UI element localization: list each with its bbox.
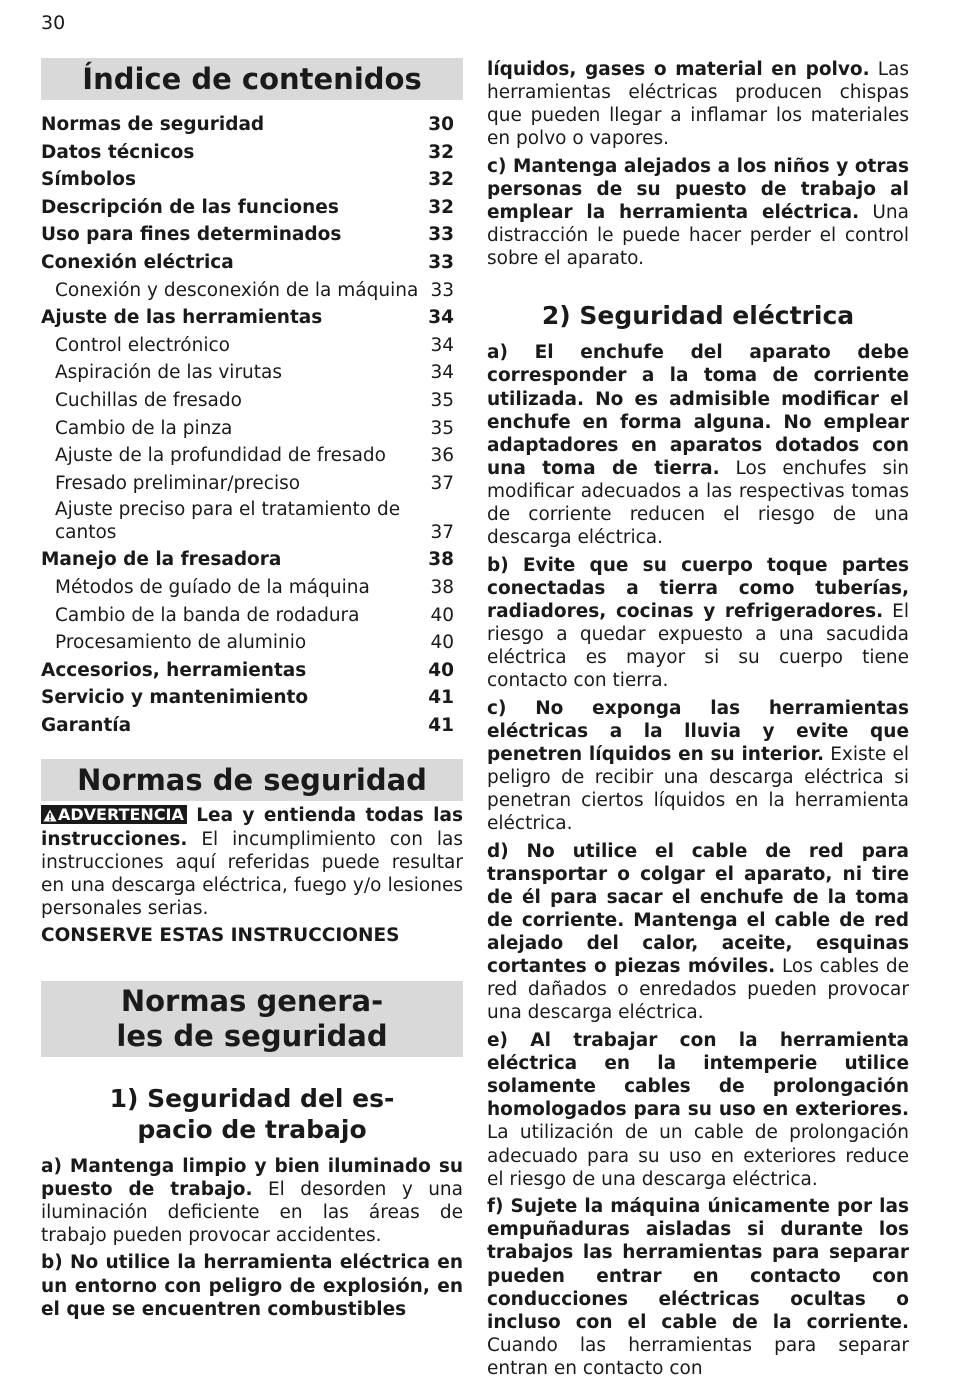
rule-2b-text: El riesgo a quedar expuesto a una sacudida eléctrica es mayor si su cuerpo tiene contacto con tierra. xyxy=(487,600,909,692)
rule-1b-bold: b) No utilice la herramienta eléctrica en un entorno con peligro de explosión, en el que se encuentren combustibles xyxy=(41,1252,463,1320)
rule-1c xyxy=(487,155,909,270)
toc-entry-title: Servicio y mantenimiento xyxy=(41,687,309,709)
toc-entry-title: Descripción de las funciones xyxy=(41,196,339,218)
right-column xyxy=(487,58,909,1384)
rule-2f xyxy=(487,1195,909,1380)
toc-entry xyxy=(41,712,463,740)
toc-title: Índice de contenidos xyxy=(41,58,463,100)
toc-entry xyxy=(41,546,463,574)
toc-entry-title: Ajuste preciso para el tratamiento de cantos xyxy=(55,499,401,543)
warning-triangle-icon xyxy=(43,809,57,822)
toc-entry-title: Aspiración de las virutas xyxy=(55,362,283,384)
toc-subentry xyxy=(41,359,463,387)
toc-entry xyxy=(41,657,463,685)
rule-2a-text: Los enchufes sin modificar adecuados a las respectivas tomas de corriente reducen el riesgo de una descarga eléctrica. xyxy=(487,457,909,549)
warning-badge xyxy=(41,805,187,824)
toc-entry-page: 30 xyxy=(428,114,454,135)
rule-2f-text: Cuando las herramientas para separar entran en contacto con xyxy=(487,1334,909,1379)
rule-2d-text: Los cables de red dañados o enredados pueden provocar una descarga eléctrica. xyxy=(487,956,909,1024)
toc-entry-page: 40 xyxy=(428,659,454,681)
toc-entry xyxy=(41,249,463,277)
toc-subentry xyxy=(41,602,463,630)
toc-entry-page: 33 xyxy=(428,251,454,273)
toc-entry xyxy=(41,194,463,222)
warning-bold: Lea y entienda todas las instrucciones. xyxy=(41,805,463,850)
rule-1b-cont-text: Las herramientas eléctricas producen chispas que pueden llegar a inflamar los materiales en polvo o vapores. xyxy=(487,59,909,150)
rule-1b-cont-bold: líquidos, gases o material en polvo. xyxy=(487,59,870,80)
rule-2a-bold: a) El enchufe del aparato debe corresponder a la toma de corriente utilizada. No es admisible modificar el enchufe en forma alguna. No emplear adaptadores en aparatos dotados con una toma de tierra. xyxy=(487,342,909,479)
toc-entry-page: 38 xyxy=(428,549,454,571)
toc-entry-title: Normas de seguridad xyxy=(41,114,265,135)
toc-subentry xyxy=(41,332,463,360)
rule-2c-text: Existe el peligro de recibir una descarga eléctrica si penetran ciertos líquidos en la herramienta eléctrica. xyxy=(487,743,909,835)
rule-1b-continued xyxy=(487,58,909,150)
toc-entry-title: Procesamiento de aluminio xyxy=(55,632,307,654)
toc-entry-page: 32 xyxy=(428,141,454,163)
toc-entry-title: Ajuste de la profundidad de fresado xyxy=(55,445,386,467)
warning-text: El incumplimiento con las instrucciones aquí referidas puede resultar en una descarga eléctrica, fuego y/o lesiones personales serias. xyxy=(41,828,463,919)
toc-subentry xyxy=(41,277,463,305)
toc-entry-page: 34 xyxy=(428,307,454,329)
warning-paragraph xyxy=(41,804,463,919)
section-2-title: 2) Seguridad eléctrica xyxy=(541,301,855,331)
toc-entry-page: 38 xyxy=(430,576,454,598)
rule-2c-bold: c) No exponga las herramientas eléctricas a la lluvia y evite que penetren líquidos en su interior. xyxy=(487,697,909,765)
toc-entry-title: Control electrónico xyxy=(55,334,230,356)
rule-2b xyxy=(487,554,909,693)
general-title-line2: les de seguridad xyxy=(116,1018,388,1053)
toc-subentry xyxy=(41,629,463,657)
toc-entry-title: Garantía xyxy=(41,714,132,736)
section-1-title xyxy=(41,1083,463,1145)
toc-entry-page: 41 xyxy=(428,714,454,736)
section-1-title-line2: pacio de trabajo xyxy=(137,1114,367,1144)
safety-title: Normas de seguridad xyxy=(41,759,463,801)
left-column xyxy=(41,58,463,1321)
toc-entry-page: 34 xyxy=(430,362,454,384)
toc-entry xyxy=(41,304,463,332)
toc-entry-title: Datos técnicos xyxy=(41,141,195,163)
rule-1a-text: El desorden y una iluminación deficiente en las áreas de trabajo pueden provocar accidentes. xyxy=(41,1178,463,1246)
toc-entry-page: 36 xyxy=(430,445,454,467)
section-1-title-line1: 1) Seguridad del es- xyxy=(109,1083,395,1113)
toc-entry-title: Fresado preliminar/preciso xyxy=(55,472,301,494)
warning-label: ADVERTENCIA xyxy=(58,805,184,825)
toc-entry-page: 33 xyxy=(428,224,454,246)
toc-entry-title: Conexión y desconexión de la máquina xyxy=(55,279,419,301)
rule-1a-bold: a) Mantenga limpio y bien iluminado su puesto de trabajo. xyxy=(41,1155,463,1200)
page-number: 30 xyxy=(41,12,66,34)
rule-2b-bold: b) Evite que su cuerpo toque partes conectadas a tierra como tuberías, radiadores, cocinas y refrigeradores. xyxy=(487,554,909,622)
toc-entry xyxy=(41,166,463,194)
rule-2f-bold: f) Sujete la máquina únicamente por las empuñaduras aisladas si durante los trabajos las herramientas para separar pueden entrar en contacto con conducciones eléctricas ocultas o incluso con el cable de la corriente. xyxy=(487,1196,909,1333)
toc-entry-title: Conexión eléctrica xyxy=(41,251,234,273)
rule-2e xyxy=(487,1029,909,1191)
toc-entry-title: Ajuste de las herramientas xyxy=(41,307,323,329)
toc-subentry xyxy=(41,387,463,415)
toc-subentry xyxy=(41,574,463,602)
toc-entry xyxy=(41,139,463,167)
rule-1b-start xyxy=(41,1251,463,1320)
rule-2e-bold: e) Al trabajar con la herramienta eléctrica en la intemperie utilice solamente cables de prolongación homologados para su uso en exteriores. xyxy=(487,1030,909,1121)
toc-entry-page: 40 xyxy=(430,604,454,626)
toc-subentry xyxy=(41,497,463,546)
toc-entry-title: Cuchillas de fresado xyxy=(55,389,242,411)
toc-entry xyxy=(41,684,463,712)
rule-2c xyxy=(487,697,909,836)
general-title-line1: Normas genera- xyxy=(120,983,384,1018)
toc-entry-page: 32 xyxy=(428,196,454,218)
toc-entry-title: Métodos de guíado de la máquina xyxy=(55,576,370,598)
toc-entry xyxy=(41,221,463,249)
rule-1c-bold: c) Mantenga alejados a los niños y otras personas de su puesto de trabajo al emplear la herramienta eléctrica. xyxy=(487,155,909,224)
conserve-instructions: CONSERVE ESTAS INSTRUCCIONES xyxy=(41,925,400,947)
toc-subentry xyxy=(41,442,463,470)
rule-1c-text: Una distracción le puede hacer perder el control sobre el aparato. xyxy=(487,202,909,270)
toc-subentry xyxy=(41,415,463,443)
rule-2d-bold: d) No utilice el cable de red para transportar o colgar el aparato, ni tire de él para sacar el enchufe de la toma de corriente. Mantenga el cable de red alejado del calor, aceite, esquinas cortantes o piezas móviles. xyxy=(487,840,909,978)
toc-list xyxy=(41,111,463,739)
toc-entry-page: 37 xyxy=(430,521,454,543)
toc-entry-page: 37 xyxy=(430,472,454,494)
toc-entry-title: Manejo de la fresadora xyxy=(41,549,282,571)
rule-2d xyxy=(487,840,909,1025)
rule-2a xyxy=(487,341,909,549)
toc-entry-title: Cambio de la banda de rodadura xyxy=(55,604,360,626)
rule-2e-text: La utilización de un cable de prolongación adecuado para su uso en exteriores reduce el riesgo de una descarga eléctrica. xyxy=(487,1122,909,1190)
toc-entry xyxy=(41,111,463,139)
toc-entry-page: 35 xyxy=(430,417,454,439)
general-rules-title xyxy=(41,981,463,1057)
toc-subentry xyxy=(41,470,463,498)
toc-entry-title: Símbolos xyxy=(41,169,136,191)
toc-entry-title: Uso para fines determinados xyxy=(41,224,342,246)
toc-entry-page: 34 xyxy=(430,334,454,356)
toc-entry-page: 35 xyxy=(430,389,454,411)
toc-entry-page: 40 xyxy=(430,632,454,654)
toc-entry-title: Accesorios, herramientas xyxy=(41,659,307,681)
toc-entry-page: 41 xyxy=(428,687,454,709)
rule-1a xyxy=(41,1155,463,1247)
toc-entry-title: Cambio de la pinza xyxy=(55,417,233,439)
toc-entry-page: 32 xyxy=(428,169,454,191)
toc-entry-page: 33 xyxy=(430,279,454,301)
